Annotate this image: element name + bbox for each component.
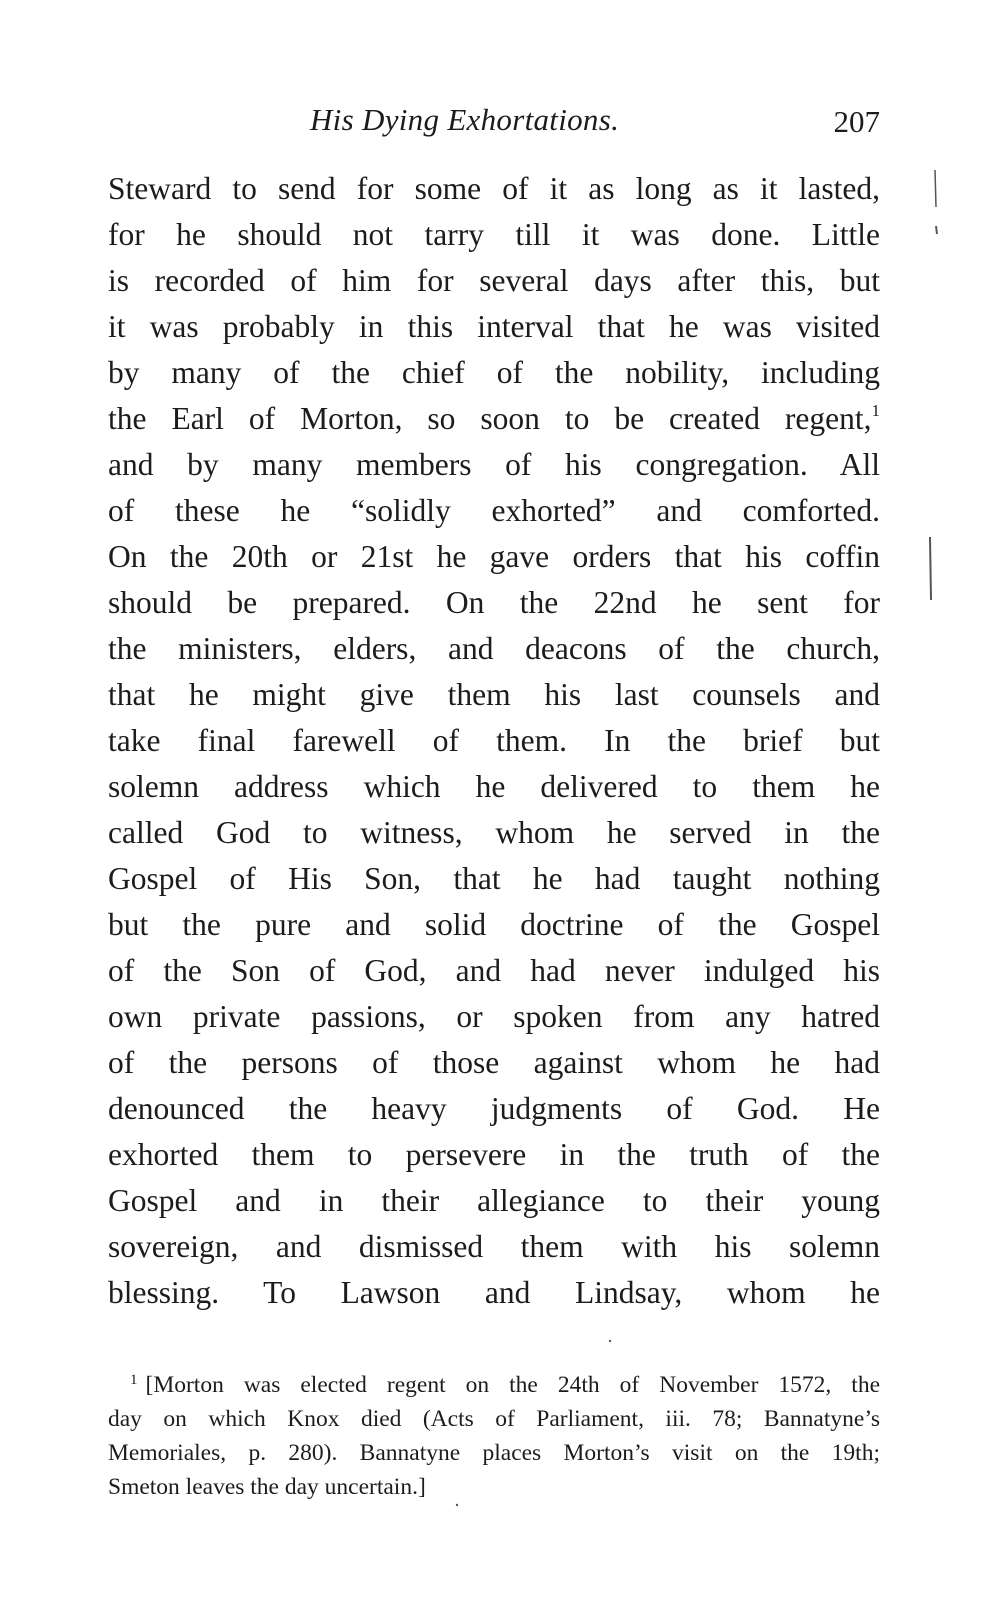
text-line: own private passions, or spoken from any hatred: [108, 999, 880, 1034]
footnote-reference[interactable]: 1: [871, 401, 880, 420]
footnote-line: Smeton leaves the day uncertain.]: [108, 1474, 426, 1500]
text-line: of the persons of those against whom he had: [108, 1045, 880, 1080]
text-line: for he should not tarry till it was done. Little: [108, 217, 880, 252]
text-line: solemn address which he delivered to them he: [108, 769, 880, 804]
footnote-line: [108, 1368, 880, 1402]
text-line: On the 20th or 21st he gave orders that his coffin: [108, 539, 880, 574]
scan-mark: [935, 170, 936, 207]
text-line: should be prepared. On the 22nd he sent for: [108, 585, 880, 620]
text-line: that he might give them his last counsels and: [108, 677, 880, 712]
text-line-content: the Earl of Morton, so soon to be created regent,: [108, 401, 872, 436]
text-line: is recorded of him for several days after this, but: [108, 263, 880, 298]
scan-mark: [936, 226, 937, 234]
text-line: it was probably in this interval that he was visited: [108, 309, 880, 344]
footnote-line: day on which Knox died (Acts of Parliament, iii. 78; Bannatyne’s: [108, 1406, 880, 1432]
text-line: the ministers, elders, and deacons of the church,: [108, 631, 880, 666]
text-line: Gospel of His Son, that he had taught nothing: [108, 861, 880, 896]
page-number: 207: [833, 104, 880, 139]
text-line: and by many members of his congregation. All: [108, 447, 880, 482]
text-line: of the Son of God, and had never indulged his: [108, 953, 880, 988]
text-line: blessing. To Lawson and Lindsay, whom he: [108, 1275, 880, 1310]
footnote: [108, 1368, 880, 1504]
scan-mark: [930, 537, 931, 600]
footnote-line: Memoriales, p. 280). Bannatyne places Morton’s visit on the 19th;: [108, 1440, 880, 1466]
text-line: denounced the heavy judgments of God. He: [108, 1091, 880, 1126]
text-line: by many of the chief of the nobility, including: [108, 355, 880, 390]
scan-speck: [456, 1504, 458, 1506]
footnote-marker: 1: [130, 1372, 138, 1388]
text-line: exhorted them to persevere in the truth of the: [108, 1137, 880, 1172]
text-line: of these he “solidly exhorted” and comforted.: [108, 493, 880, 528]
running-title: His Dying Exhortations.: [310, 102, 620, 137]
text-line: but the pure and solid doctrine of the Gospel: [108, 907, 880, 942]
scan-speck: [609, 1340, 611, 1342]
text-line: called God to witness, whom he served in the: [108, 815, 880, 850]
text-line: take final farewell of them. In the brief but: [108, 723, 880, 758]
text-line: sovereign, and dismissed them with his solemn: [108, 1229, 880, 1264]
text-line: Gospel and in their allegiance to their young: [108, 1183, 880, 1218]
text-line: Steward to send for some of it as long as it lasted,: [108, 171, 880, 206]
footnote-line-content: [Morton was elected regent on the 24th of November 1572, the: [145, 1372, 880, 1398]
